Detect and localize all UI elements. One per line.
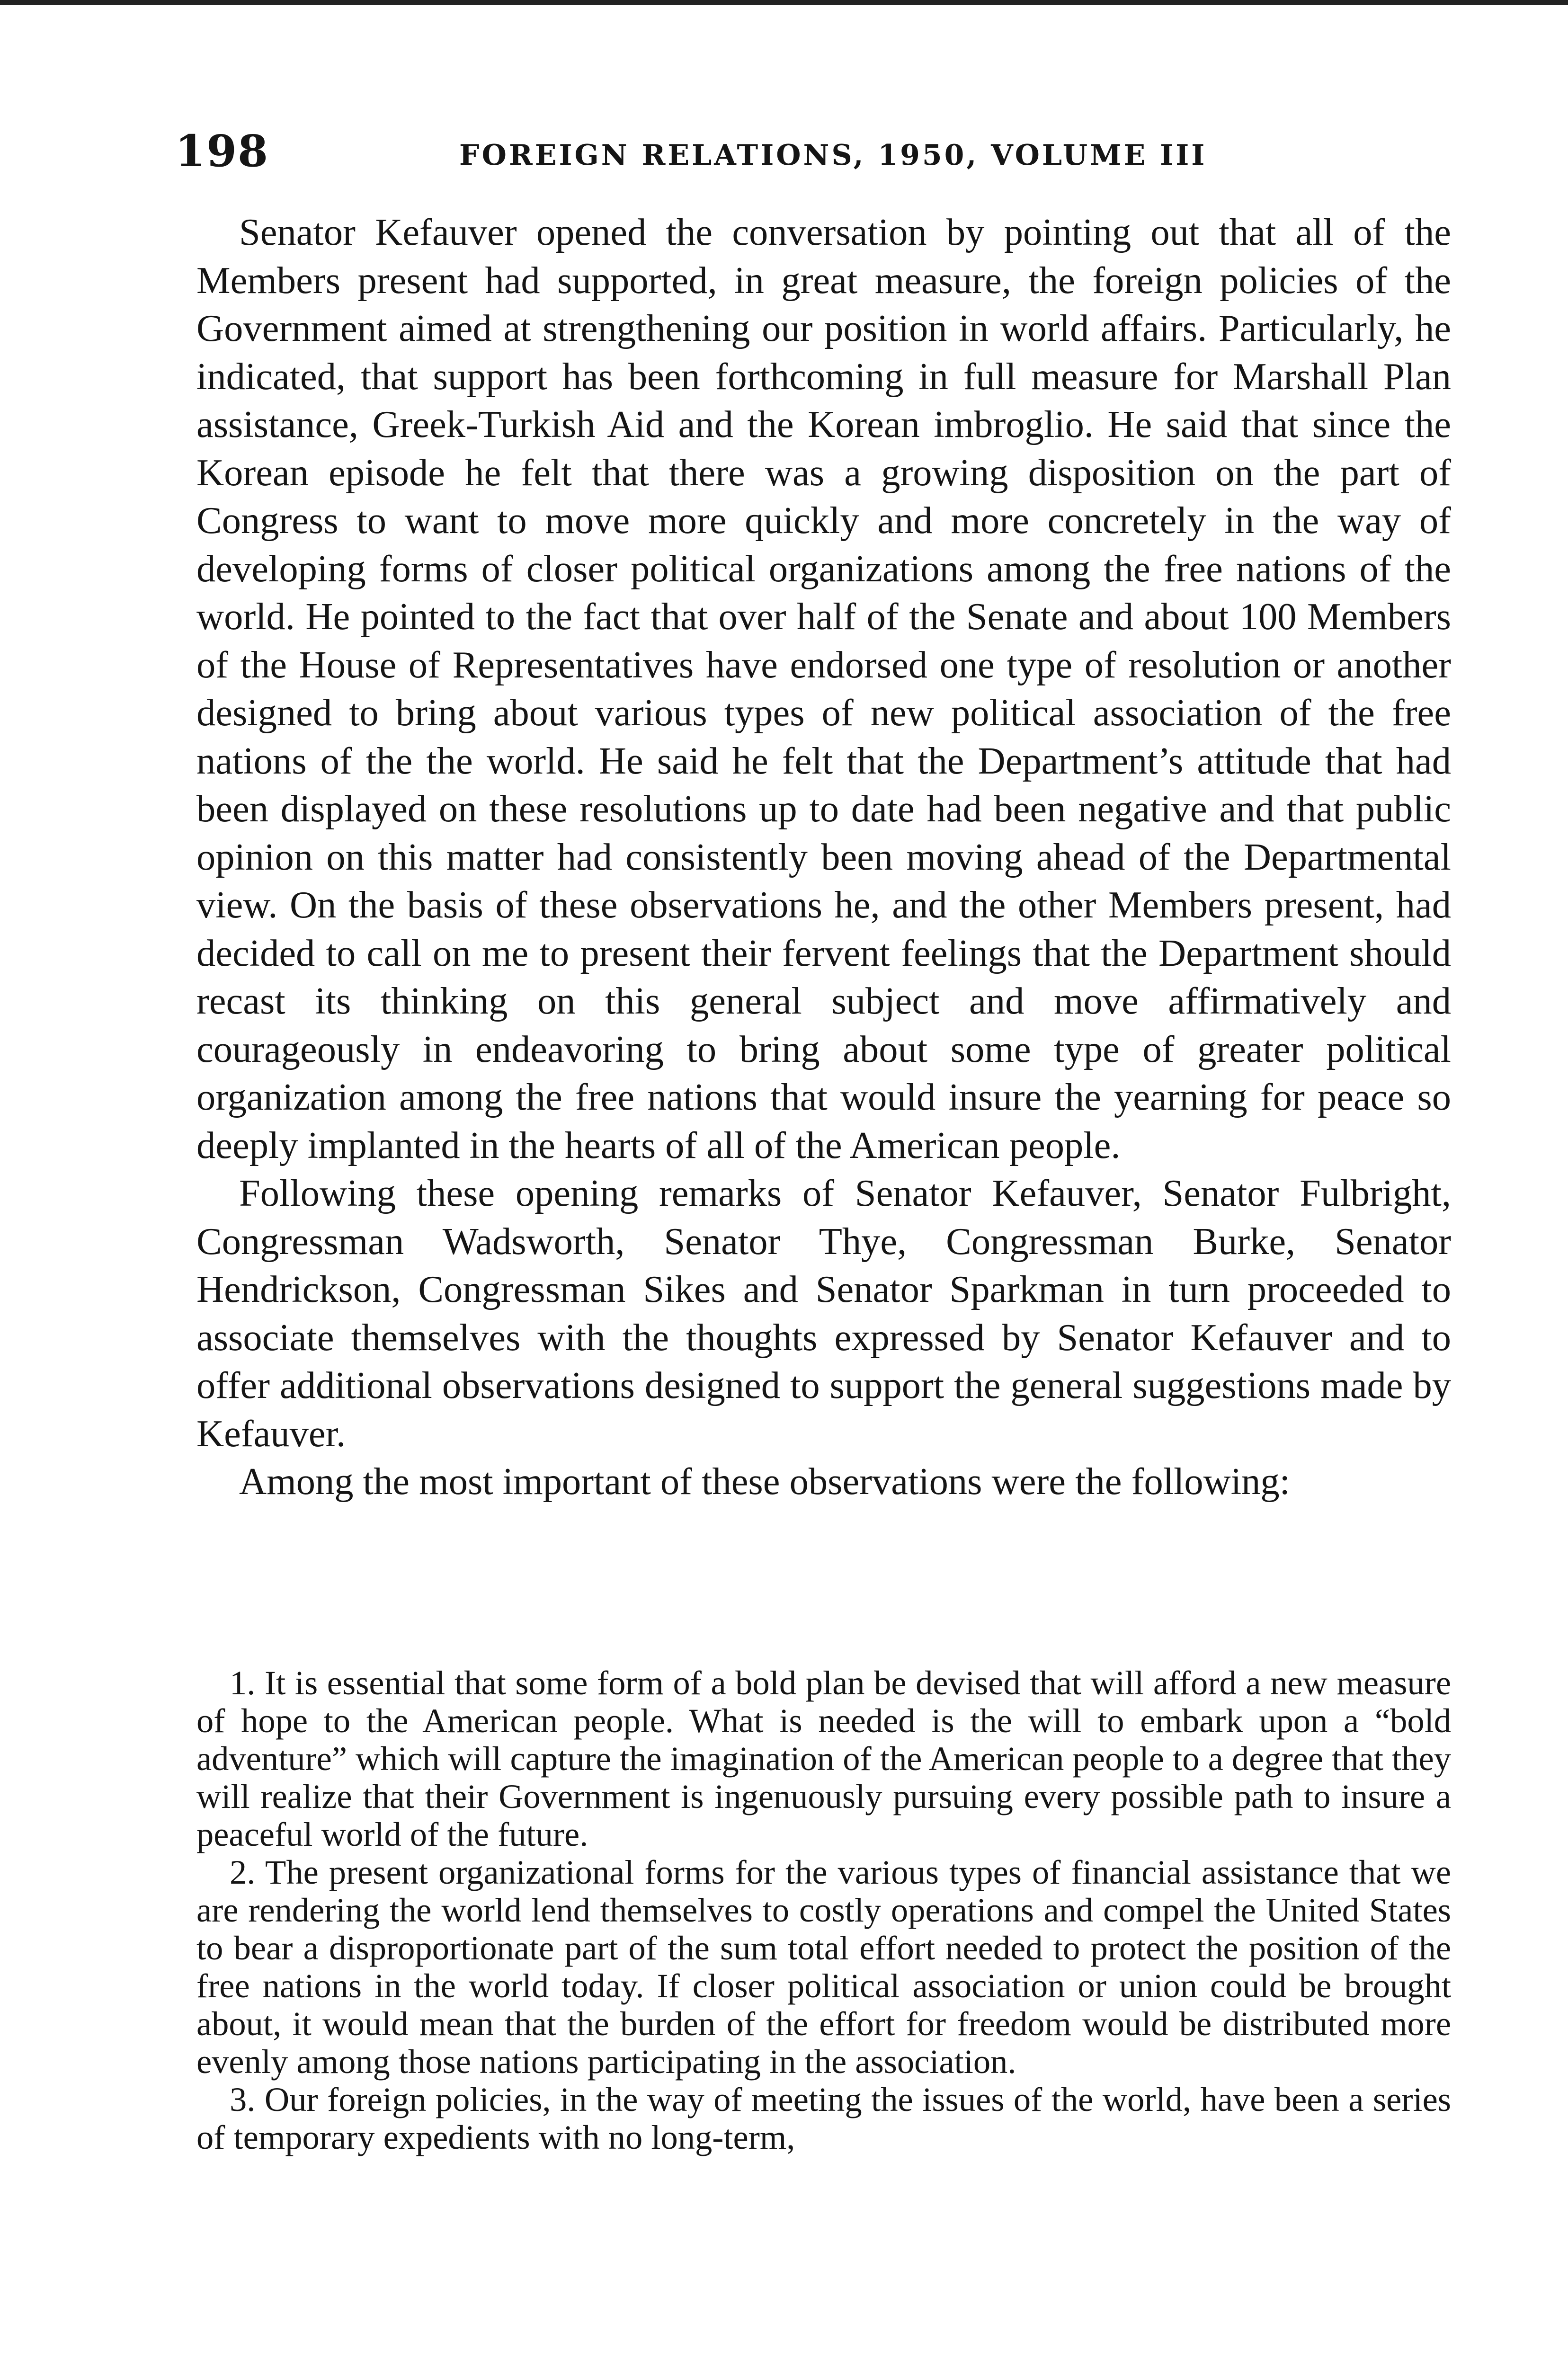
- list-item: 2. The present organizational forms for the various types of financial assistance that we are rendering the world lend themselves to costly operations and compel the United States to bear a disproportionate part of the sum total effort needed to protect the position of the free nations in the world today. If closer political association or union could be brought about, it would mean that the burden of the effort for freedom would be distributed more evenly among those nations participating in the association.: [196, 1853, 1451, 2081]
- list-item: 1. It is essential that some form of a bold plan be devised that will afford a new measure of hope to the American people. What is needed is the will to embark upon a “bold adventure” which will capture the imagination of the American people to a degree that they will realize that their Government is ingenuously pursuing every possible path to insure a peaceful world of the future.: [196, 1664, 1451, 1853]
- list-item: 3. Our foreign policies, in the way of meeting the issues of the world, have been a series of temporary expedients with no long-term,: [196, 2080, 1451, 2156]
- page-header: [175, 125, 1453, 182]
- running-title: FOREIGN RELATIONS, 1950, VOLUME III: [459, 139, 1207, 172]
- paragraph: Senator Kefauver opened the conversation by pointing out that all of the Members present had supported, in great measure, the foreign policies of the Government aimed at strengthening our position in world affairs. Particularly, he indicated, that support has been forthcoming in full measure for Marshall Plan assistance, Greek-Turkish Aid and the Korean imbroglio. He said that since the Korean episode he felt that there was a growing disposition on the part of Congress to want to move more quickly and more concretely in the way of developing forms of closer political organizations among the free nations of the world. He pointed to the fact that over half of the Senate and about 100 Members of the House of Representatives have endorsed one type of resolution or another designed to bring about various types of new political association of the free nations of the the world. He said he felt that the Department’s attitude that had been displayed on these resolutions up to date had been negative and that public opinion on this matter had consistently been moving ahead of the Departmental view. On the basis of these observations he, and the other Members present, had decided to call on me to present their fervent feelings that the Department should recast its thinking on this general subject and move affirmatively and courageously in endeavoring to bring about some type of greater political organization among the free nations that would insure the yearning for peace so deeply implanted in the hearts of all of the American people.: [196, 211, 1451, 1166]
- observations-list: [196, 1664, 1451, 2156]
- paragraph: Following these opening remarks of Senator Kefauver, Senator Fulbright, Congressman Wadsworth, Senator Thye, Congressman Burke, Senator Hendrickson, Congressman Sikes and Senator Sparkman in turn proceeded to associate themselves with the thoughts expressed by Senator Kefauver and to offer additional observations designed to support the general suggestions made by Kefauver.: [196, 1172, 1451, 1455]
- page-number: 198: [175, 125, 269, 177]
- body-text: [196, 208, 1451, 1506]
- paragraph: Among the most important of these observations were the following:: [239, 1460, 1291, 1503]
- top-border: [0, 0, 1568, 5]
